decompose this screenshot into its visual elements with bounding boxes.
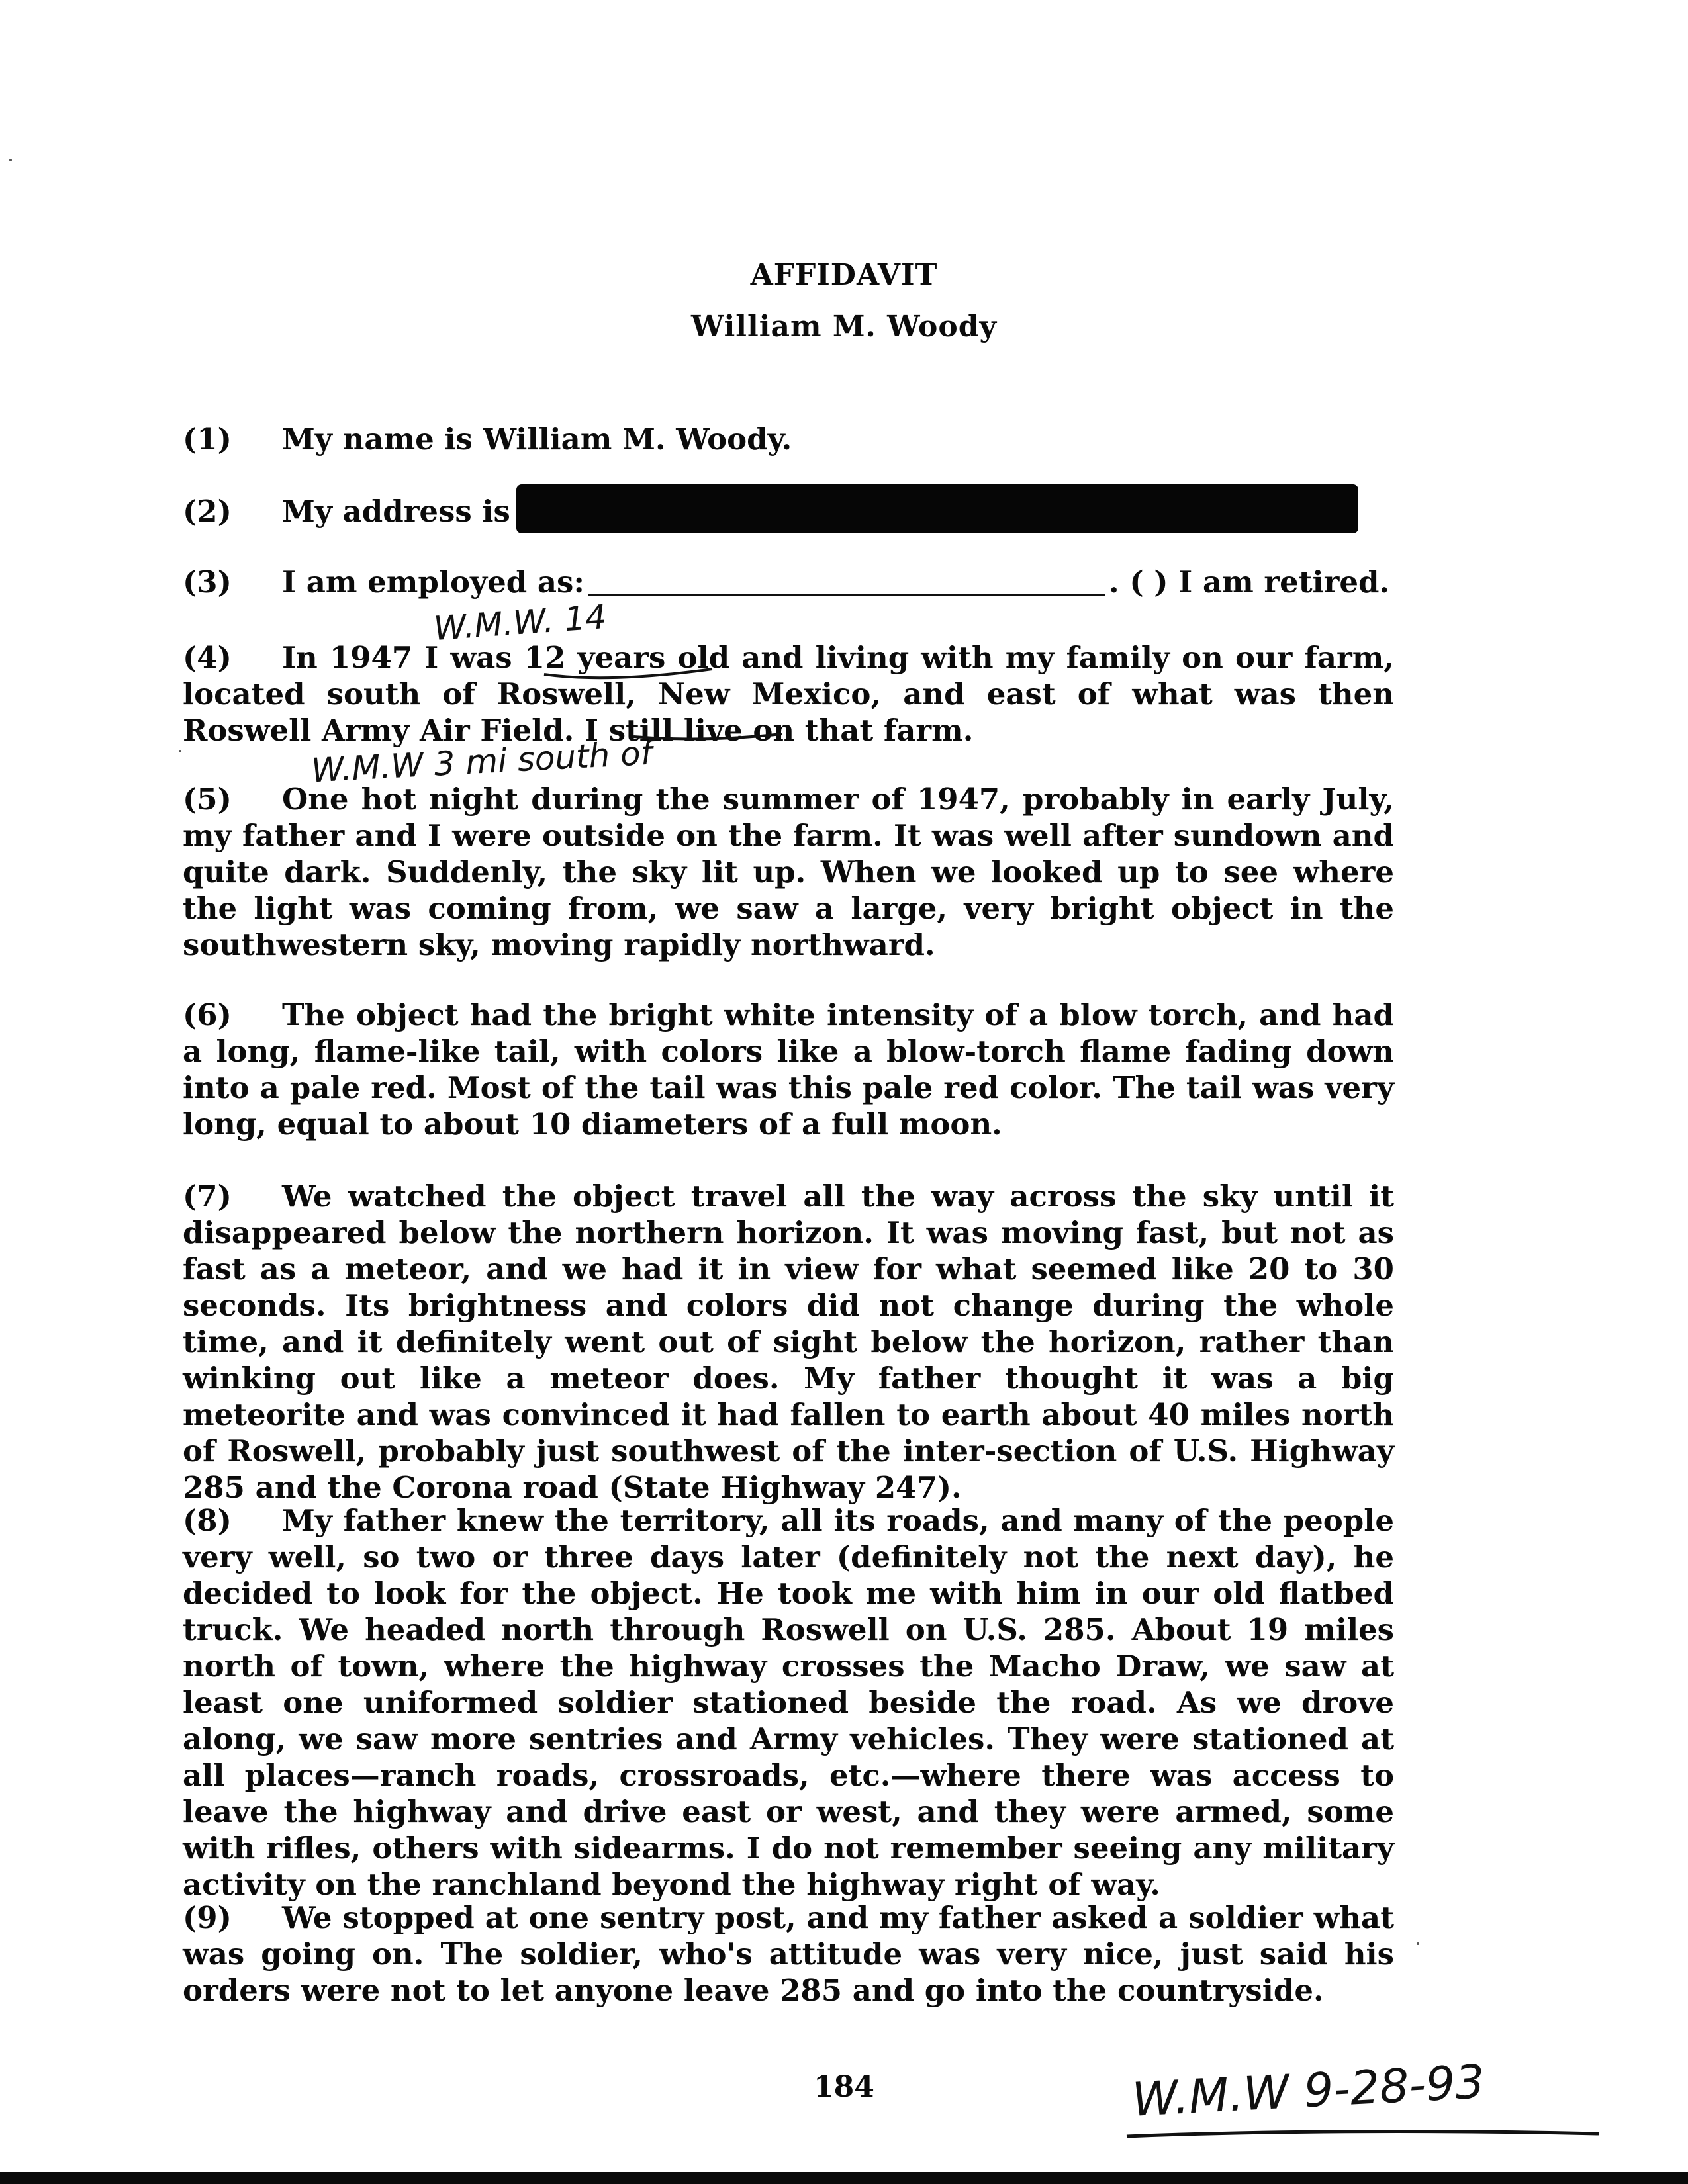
item-number: (9) xyxy=(183,1900,232,1935)
item-2 xyxy=(183,493,510,529)
item-text-after: . ( ) I am retired. xyxy=(1109,565,1390,600)
signature-underline xyxy=(1125,2124,1602,2144)
scan-edge xyxy=(0,2172,1688,2184)
item-text: My name is William M. Woody. xyxy=(282,422,792,457)
item-5 xyxy=(183,781,1394,963)
scan-speck xyxy=(179,750,181,752)
item-number: (2) xyxy=(183,494,232,529)
handwritten-underline-that-farm xyxy=(632,730,784,743)
scan-speck xyxy=(9,159,12,161)
item-1 xyxy=(183,421,792,457)
handwritten-signature-date: W.M.W 9-28-93 xyxy=(1131,2054,1486,2127)
item-text: We stopped at one sentry post, and my father asked a soldier what was going on. The soldier, who's attitude was very nice, just said his orders were not to let anyone leave 285 and go into the countryside. xyxy=(183,1900,1394,2008)
item-text-before: I am employed as: xyxy=(282,565,585,600)
item-9 xyxy=(183,1899,1394,2009)
item-number: (7) xyxy=(183,1179,232,1214)
item-text: The object had the bright white intensity of a blow torch, and had a long, flame-like tail, with colors like a blow-torch flame fading down into a pale red. Most of the tail was this pale red color. The tail was very long, equal to about 10 diameters of a full moon. xyxy=(183,997,1394,1142)
employment-blank-line xyxy=(588,567,1105,596)
item-number: (1) xyxy=(183,422,232,457)
item-7 xyxy=(183,1178,1394,1506)
item-4 xyxy=(183,639,1394,749)
item-text: One hot night during the summer of 1947, probably in early July, my father and I were outside on the farm. It was well after sundown and quite dark. Suddenly, the sky lit up. When we looked up to see where the light was coming from, we saw a large, very bright object in the southwestern sky, moving rapidly northward. xyxy=(183,782,1394,962)
item-text: We watched the object travel all the way across the sky until it disappeared below the northern horizon. It was moving fast, but not as fast as a meteor, and we had it in view for what seemed like 20 to 30 seconds. Its brightness and colors did not change during the whole time, and it definitely went out of sight below the horizon, rather than winking out like a meteor does. My father thought it was a big meteorite and was convinced it had fallen to earth about 40 miles north of Roswell, probably just southwest of the inter-section of U.S. Highway 285 and the Corona road (State Highway 247). xyxy=(183,1179,1394,1505)
document-title: AFFIDAVIT xyxy=(750,258,938,292)
page-number: 184 xyxy=(814,2070,874,2104)
item-number: (4) xyxy=(183,640,232,675)
item-8 xyxy=(183,1502,1394,1903)
document-subtitle: William M. Woody xyxy=(690,310,998,343)
item-number: (8) xyxy=(183,1503,232,1538)
scan-speck xyxy=(1417,1942,1419,1945)
item-text: My address is xyxy=(282,494,510,529)
redacted-address xyxy=(516,484,1358,533)
item-number: (6) xyxy=(183,997,232,1032)
item-number: (5) xyxy=(183,782,232,817)
item-number: (3) xyxy=(183,565,232,600)
item-text: My father knew the territory, all its roads, and many of the people very well, so two or three days later (definitely not the next day), he decided to look for the object. He took me with him in our old flatbed truck. We headed north through Roswell on U.S. 285. About 19 miles north of town, where the highway crosses the Macho Draw, we saw at least one uniformed soldier stationed beside the road. As we drove along, we saw more sentries and Army vehicles. They were stationed at all places—ranch roads, crossroads, etc.—where there was access to leave the highway and drive east or west, and they were armed, some with rifles, others with sidearms. I do not remember seeing any military activity on the ranchland beyond the highway right of way. xyxy=(183,1503,1394,1902)
handwritten-underline-years-old xyxy=(543,665,715,685)
handwritten-initials-age: W.M.W. 14 xyxy=(432,597,608,649)
item-3 xyxy=(183,564,1389,600)
handwritten-initials-location: W.M.W 3 mi south of xyxy=(310,733,653,790)
item-text: In 1947 I was 12 years old and living with my family on our farm, located south of Roswell, New Mexico, and east of what was then Roswell Army Air Field. I still live on that farm. xyxy=(183,640,1394,748)
item-6 xyxy=(183,997,1394,1142)
